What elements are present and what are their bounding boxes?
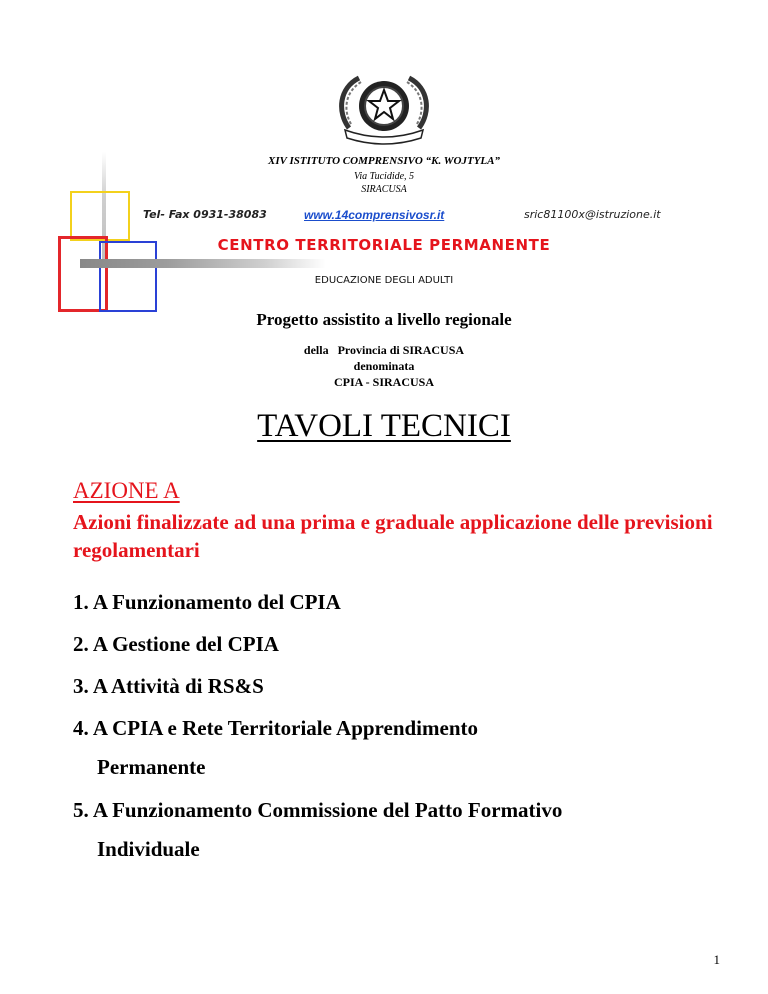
action-description: Azioni finalizzate ad una prima e graduale applicazione delle previsioni regolamentari [73,510,713,562]
emblem-icon [329,70,439,146]
project-province: della Provincia di SIRACUSA [303,343,465,357]
center-title: CENTRO TERRITORIALE PERMANENTE [217,236,551,254]
list-item-continuation: Individuale [97,837,200,861]
website-link[interactable]: www.14comprensivosr.it [304,208,445,222]
list-item: 3. A Attività di RS&S [73,674,264,698]
school-city: SIRACUSA [361,184,407,195]
action-heading: AZIONE A [73,478,180,503]
project-title: Progetto assistito a livello regionale [256,310,512,329]
school-street: Via Tucidide, 5 [353,171,415,182]
page-title: TAVOLI TECNICI [257,408,511,444]
list-item: 2. A Gestione del CPIA [73,632,279,656]
school-name: XIV ISTITUTO COMPRENSIVO “K. WOJTYLA” [268,155,500,167]
project-name: CPIA - SIRACUSA [333,375,434,389]
decorative-yellow-square [70,191,130,241]
contact-email: sric81100x@istruzione.it [524,208,661,221]
contact-tel-fax: Tel- Fax 0931-38083 [143,208,267,221]
list-item: 4. A CPIA e Rete Territoriale Apprendimento [73,716,478,740]
center-subtitle: EDUCAZIONE DEGLI ADULTI [314,275,454,286]
list-item: 5. A Funzionamento Commissione del Patto Formativo [73,798,563,822]
list-item: 1. A Funzionamento del CPIA [73,590,341,614]
page-number: 1 [713,952,720,967]
project-denominated: denominata [353,359,415,373]
list-item-continuation: Permanente [97,755,206,779]
decorative-gray-bar [80,259,326,268]
